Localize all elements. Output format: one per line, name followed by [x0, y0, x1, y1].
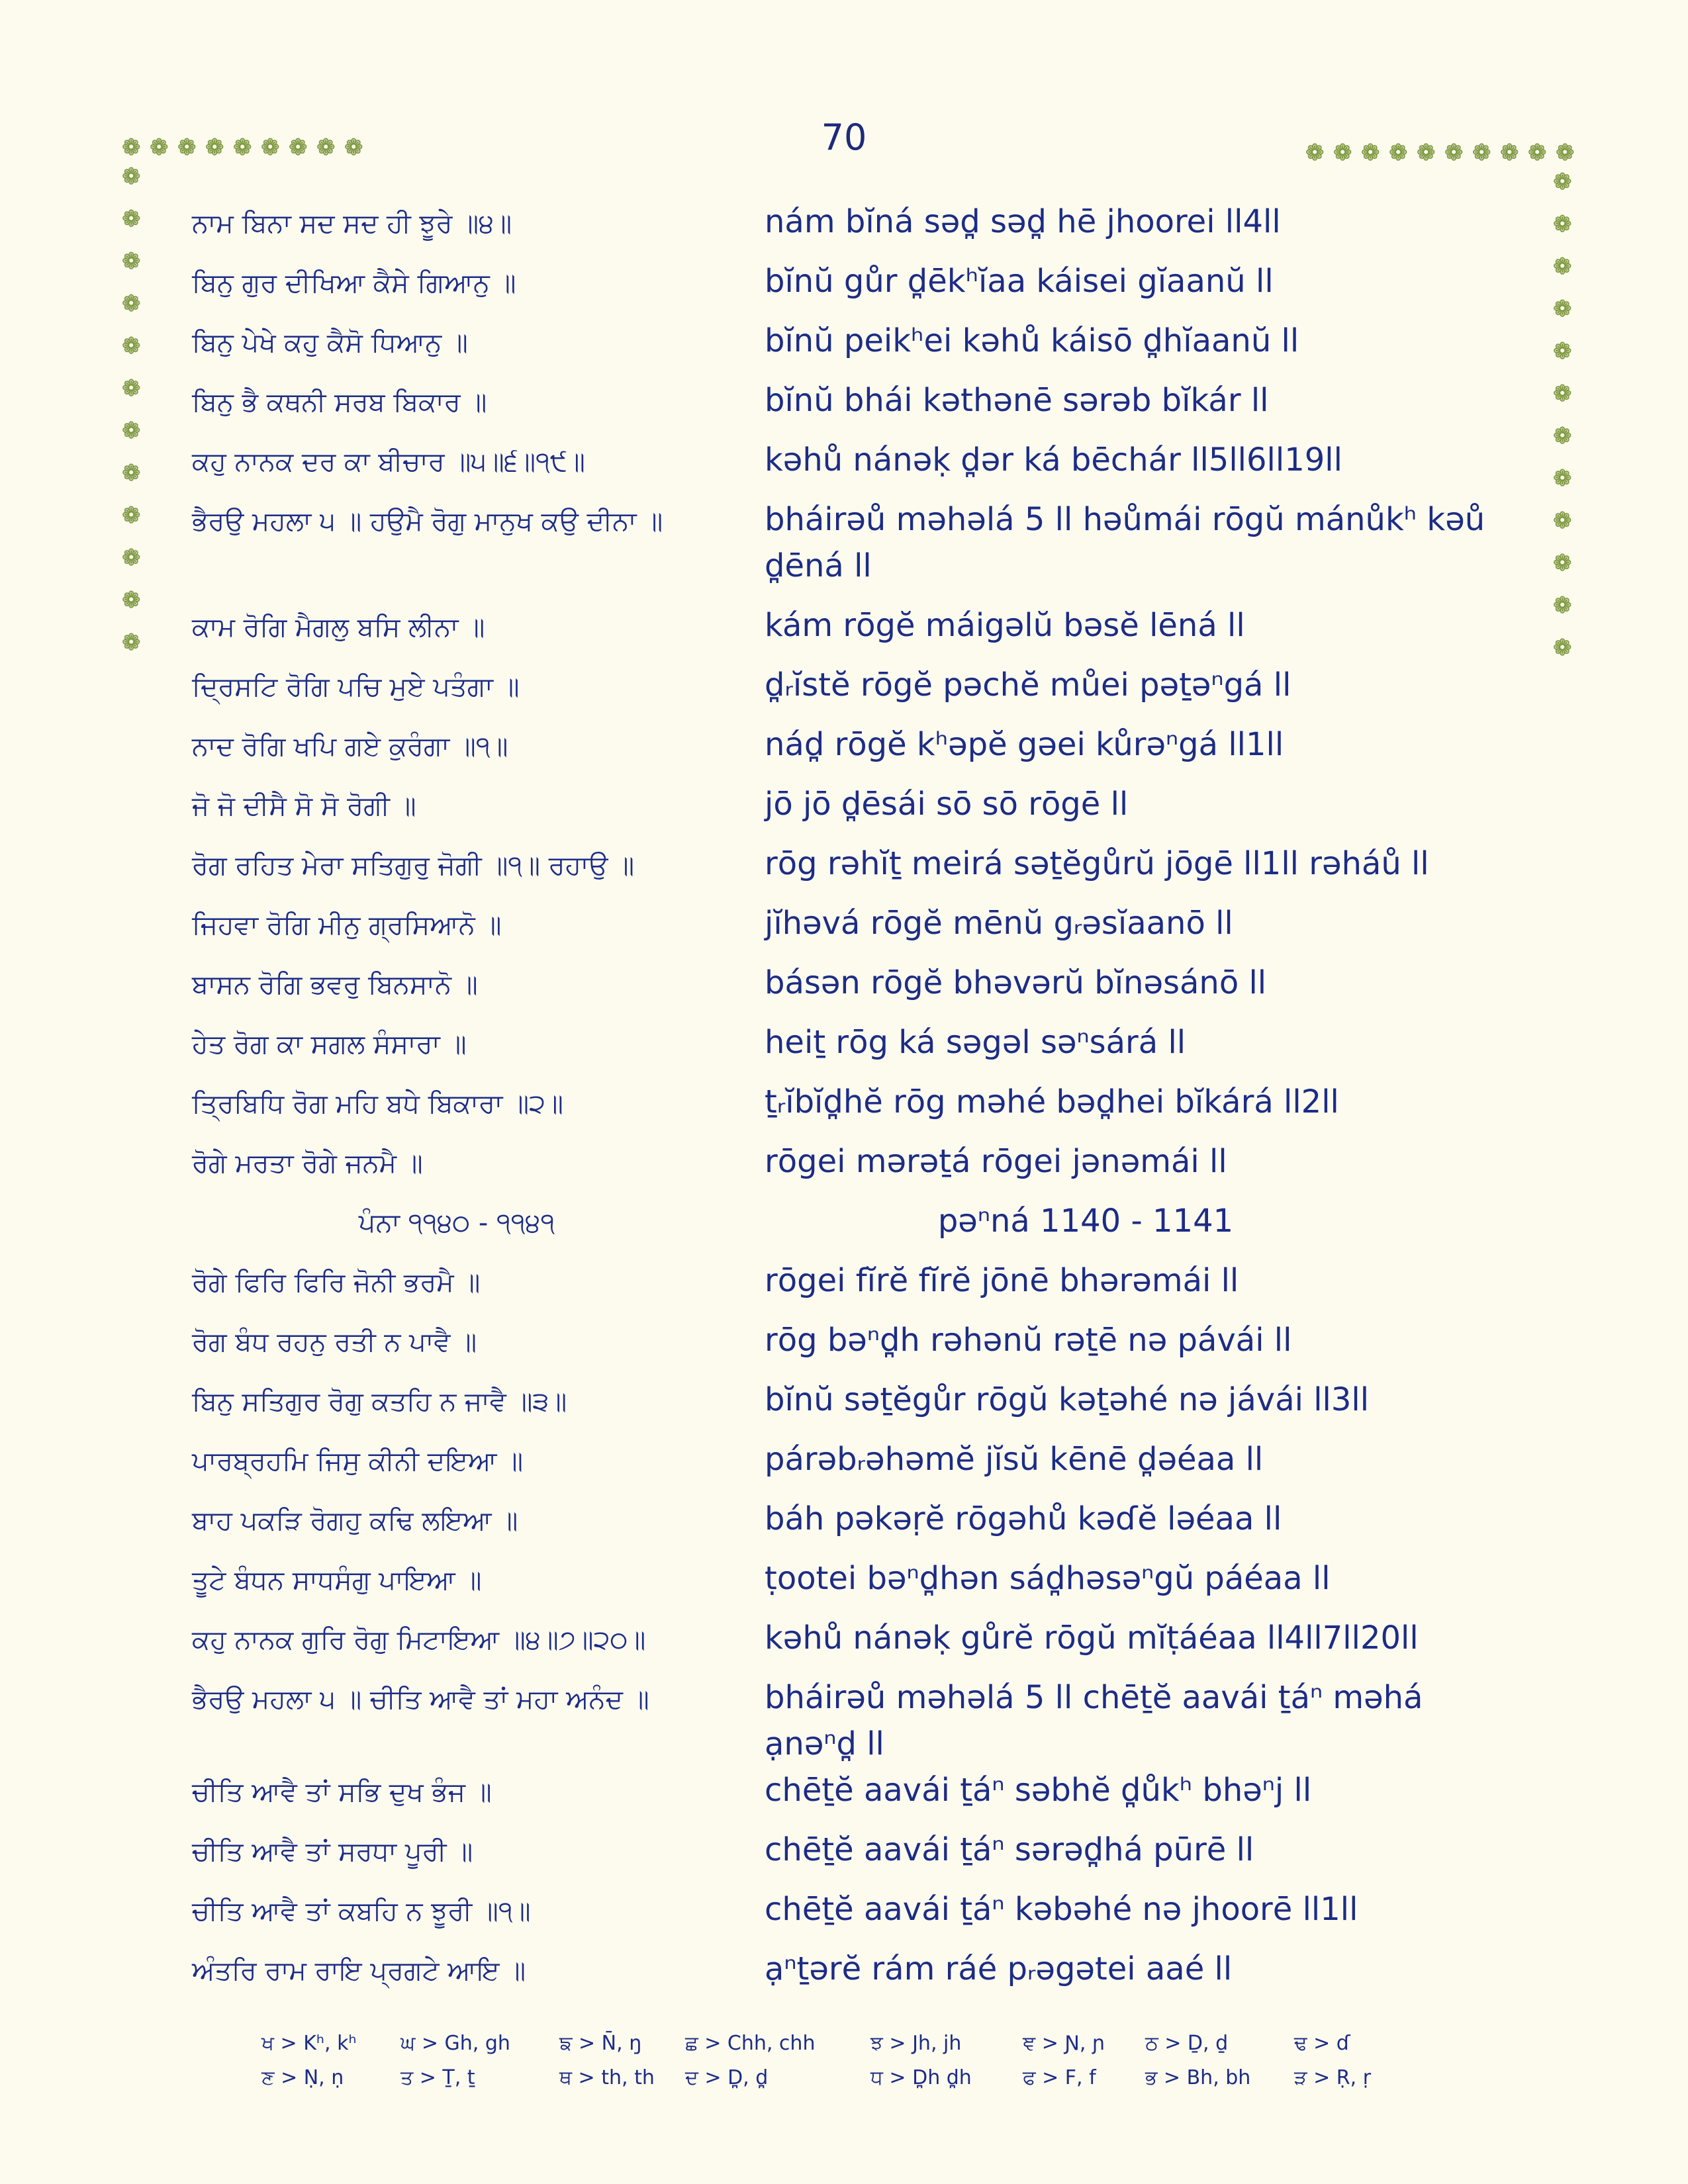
gurmukhi-text: ਕਾਮ ਰੋਗਿ ਮੈਗਲੁ ਬਸਿ ਲੀਨਾ ॥	[192, 612, 485, 643]
flower-icon: ❁	[344, 134, 363, 161]
flower-icon: ❁	[205, 134, 224, 161]
flower-icon: ❁	[1553, 592, 1572, 619]
gurmukhi-text: ਬਿਨੁ ਭੈ ਕਥਨੀ ਸਰਬ ਬਿਕਾਰ ॥	[192, 387, 487, 418]
flower-icon: ❁	[122, 375, 141, 402]
flower-icon: ❁	[122, 163, 141, 190]
legend-row	[0, 2032, 1688, 2065]
transliteration-text: kəhů nánəḳ gůrĕ rōgŭ mĭṭáéaa ll4ll7ll20ll	[765, 1619, 1419, 1657]
transliteration-text: bháirəů məhəlá 5 ll chēṯĕ aavái ṯáⁿ məhá ạnəⁿd̪ ll	[765, 1679, 1423, 1762]
transliteration-text: bĭnŭ səṯĕgůr rōgŭ kəṯəhé nə jávái ll3ll	[765, 1381, 1370, 1418]
gurmukhi-text: ਤ੍ਰਿਬਿਧਿ ਰੋਗ ਮਹਿ ਬਧੇ ਬਿਕਾਰਾ ॥੨॥	[192, 1089, 563, 1119]
gurmukhi-text: ਕਹੁ ਨਾਨਕ ਦਰ ਕਾ ਬੀਚਾਰ ॥੫॥੬॥੧੯॥	[192, 447, 586, 477]
transliteration-text: ṯᵣĭbĭd̪hĕ rōg məhé bəd̪hei bĭkárá ll2ll	[765, 1083, 1339, 1120]
legend-item: ਝ > Jh, jh	[870, 2032, 962, 2055]
gurmukhi-text: ਰੋਗ ਰਹਿਤ ਮੇਰਾ ਸਤਿਗੁਰੁ ਜੋਗੀ ॥੧॥ ਰਹਾਉ ॥	[192, 850, 635, 881]
gurmukhi-text: ਪਾਰਬ੍ਰਹਮਿ ਜਿਸੁ ਕੀਨੀ ਦਇਆ ॥	[192, 1446, 524, 1477]
gurmukhi-text: ਰੋਗੇ ਮਰਤਾ ਰੋਗੇ ਜਨਮੈ ॥	[192, 1148, 423, 1179]
transliteration-text: bháirəů məhəlá 5 ll həůmái rōgŭ mánůkʰ kəů d̪ēná ll	[765, 501, 1485, 584]
transliteration-text: rōgei fĭrĕ fĭrĕ jōnē bhərəmái ll	[765, 1262, 1239, 1299]
transliteration-text: chēṯĕ aavái ṯáⁿ səbhĕ d̪ůkʰ bhəⁿj ll	[765, 1772, 1312, 1809]
flower-icon: ❁	[1305, 140, 1325, 166]
gurmukhi-text: ਨਾਮ ਬਿਨਾ ਸਦ ਸਦ ਹੀ ਝੂਰੇ ॥੪॥	[192, 208, 512, 239]
flower-icon: ❁	[1417, 140, 1436, 166]
legend-item: ਞ > Ɲ, ɲ	[1023, 2032, 1105, 2055]
transliteration-text: ṭootei bəⁿd̪hən sád̪həsəⁿgŭ páéaa ll	[765, 1560, 1331, 1597]
legend-item: ਥ > th, th	[559, 2066, 655, 2089]
flower-icon: ❁	[1553, 635, 1572, 661]
transliteration-text: báh pəkəṛĕ rōgəhů kəɗĕ ləéaa ll	[765, 1500, 1282, 1537]
transliteration-text: básən rōgĕ bhəvərŭ bĭnəsánō ll	[765, 964, 1267, 1001]
flower-icon: ❁	[1472, 140, 1491, 166]
legend-item: ਘ > Gh, gh	[400, 2032, 510, 2055]
flower-icon: ❁	[1553, 253, 1572, 280]
flower-icon: ❁	[1556, 140, 1575, 166]
transliteration-text: chēṯĕ aavái ṯáⁿ kəbəhé nə jhoorē ll1ll	[765, 1891, 1358, 1928]
transliteration-text: d̪ᵣĭstĕ rōgĕ pəchĕ můei pəṯəⁿgá ll	[765, 666, 1291, 704]
flower-icon: ❁	[122, 629, 141, 656]
flower-icon: ❁	[1553, 169, 1572, 195]
gurmukhi-text: ਭੈਰਉ ਮਹਲਾ ੫ ॥ ਹਉਮੈ ਰੋਗੁ ਮਾਨੁਖ ਕਉ ਦੀਨਾ ॥	[192, 506, 663, 537]
legend-item: ਢ > ɗ	[1294, 2032, 1350, 2055]
gurmukhi-text: ਬਿਨੁ ਪੇਖੇ ਕਹੁ ਕੈਸੋ ਧਿਆਨੁ ॥	[192, 328, 468, 358]
flower-icon: ❁	[1500, 140, 1519, 166]
transliteration-text: bĭnŭ bhái kəthənē sərəb bĭkár ll	[765, 382, 1269, 419]
gurmukhi-text: ਬਿਨੁ ਸਤਿਗੁਰ ਰੋਗੁ ਕਤਹਿ ਨ ਜਾਵੈ ॥੩॥	[192, 1387, 567, 1417]
page-reference-gurmukhi: ਪੰਨਾ ੧੧੪੦ - ੧੧੪੧	[358, 1208, 555, 1238]
flower-icon: ❁	[122, 134, 141, 161]
legend-item: ਦ > D̪, d̪	[685, 2066, 769, 2089]
flower-icon: ❁	[1389, 140, 1408, 166]
gurmukhi-text: ਰੋਗ ਬੰਧ ਰਹਨੁ ਰਤੀ ਨ ਪਾਵੈ ॥	[192, 1327, 477, 1357]
flower-icon: ❁	[1528, 140, 1547, 166]
legend-item: ਛ > Chh, chh	[685, 2032, 816, 2055]
flower-icon: ❁	[233, 134, 252, 161]
transliteration-text: párəbᵣəhəmĕ jĭsŭ kēnē d̪əéaa ll	[765, 1441, 1264, 1478]
flower-icon: ❁	[261, 134, 280, 161]
legend-item: ਖ > Kʰ, kʰ	[261, 2032, 357, 2055]
flower-icon: ❁	[1361, 140, 1380, 166]
transliteration-text: chēṯĕ aavái ṯáⁿ sərəd̪há pūrē ll	[765, 1831, 1254, 1868]
gurmukhi-text: ਹੇਤ ਰੋਗ ਕਾ ਸਗਲ ਸੰਸਾਰਾ ॥	[192, 1029, 467, 1060]
flower-icon: ❁	[1553, 338, 1572, 365]
gurmukhi-text: ਚੀਤਿ ਆਵੈ ਤਾਂ ਕਬਹਿ ਨ ਝੂਰੀ ॥੧॥	[192, 1896, 531, 1927]
legend-item: ਤ > Ṯ, ṯ	[400, 2066, 475, 2089]
flower-icon: ❁	[1444, 140, 1464, 166]
transliteration-text: heiṯ rōg ká səgəl səⁿsárá ll	[765, 1024, 1186, 1061]
gurmukhi-text: ਨਾਦ ਰੋਗਿ ਖਪਿ ਗਏ ਕੁਰੰਗਾ ॥੧॥	[192, 731, 508, 762]
gurmukhi-text: ਬਾਹ ਪਕੜਿ ਰੋਗਹੁ ਕਢਿ ਲਇਆ ॥	[192, 1506, 518, 1536]
flower-icon: ❁	[122, 545, 141, 571]
flower-icon: ❁	[122, 291, 141, 317]
flower-icon: ❁	[1553, 423, 1572, 449]
flower-icon: ❁	[1333, 140, 1352, 166]
flower-icon: ❁	[122, 333, 141, 359]
gurmukhi-text: ਭੈਰਉ ਮਹਲਾ ੫ ॥ ਚੀਤਿ ਆਵੈ ਤਾਂ ਮਹਾ ਅਨੰਦ ॥	[192, 1684, 649, 1715]
flower-icon: ❁	[1553, 381, 1572, 407]
flower-icon: ❁	[122, 248, 141, 275]
gurmukhi-text: ਰੋਗੇ ਫਿਰਿ ਫਿਰਿ ਜੋਨੀ ਭਰਮੈ ॥	[192, 1267, 481, 1298]
transliteration-text: bĭnŭ peikʰei kəhů káisō d̪hĭaanŭ ll	[765, 322, 1299, 359]
flower-icon: ❁	[1553, 508, 1572, 534]
legend-item: ਧ > D̪h d̪h	[870, 2066, 972, 2089]
flower-icon: ❁	[289, 134, 308, 161]
gurmukhi-text: ਬਿਨੁ ਗੁਰ ਦੀਖਿਆ ਕੈਸੇ ਗਿਆਨੁ ॥	[192, 268, 516, 298]
legend-item: ਙ > N̄, ŋ	[559, 2032, 642, 2055]
transliteration-text: kám rōgĕ máigəlŭ bəsĕ lēná ll	[765, 607, 1245, 644]
page-reference-transliteration: pəⁿná 1140 - 1141	[937, 1203, 1234, 1240]
legend-item: ਭ > Bh, bh	[1145, 2066, 1251, 2089]
flower-icon: ❁	[150, 134, 169, 161]
transliteration-text: jō jō d̪ēsái sō sō rōgē ll	[765, 786, 1129, 823]
page-number: 70	[821, 116, 867, 158]
gurmukhi-text: ਚੀਤਿ ਆਵੈ ਤਾਂ ਸਭਿ ਦੁਖ ਭੰਜ ॥	[192, 1777, 492, 1807]
legend-item: ਣ > Ṇ, ṇ	[261, 2066, 344, 2089]
flower-icon: ❁	[177, 134, 197, 161]
gurmukhi-text: ਦ੍ਰਿਸਟਿ ਰੋਗਿ ਪਚਿ ਮੁਏ ਪਤੰਗਾ ॥	[192, 672, 520, 702]
transliteration-text: nám bĭná səd̪ səd̪ hē jhoorei ll4ll	[765, 203, 1281, 240]
legend-item: ਠ > Ḏ, ḏ	[1145, 2032, 1229, 2055]
flower-icon: ❁	[1553, 465, 1572, 492]
legend-item: ਫ > F, f	[1023, 2066, 1096, 2089]
transliteration-text: bĭnŭ gůr d̪ēkʰĭaa káisei gĭaanŭ ll	[765, 263, 1274, 300]
flower-icon: ❁	[316, 134, 336, 161]
gurmukhi-text: ਅੰਤਰਿ ਰਾਮ ਰਾਇ ਪ੍ਰਗਟੇ ਆਇ ॥	[192, 1956, 526, 1986]
gurmukhi-text: ਤੂਟੇ ਬੰਧਨ ਸਾਧਸੰਗੁ ਪਾਇਆ ॥	[192, 1565, 482, 1596]
gurmukhi-text: ਬਾਸਨ ਰੋਗਿ ਭਵਰੁ ਬਿਨਸਾਨੋ ॥	[192, 970, 478, 1000]
transliteration-text: rōgei mərəṯá rōgei jənəmái ll	[765, 1143, 1227, 1180]
flower-icon: ❁	[122, 206, 141, 232]
gurmukhi-text: ਜਿਹਵਾ ਰੋਗਿ ਮੀਨੁ ਗ੍ਰਸਿਆਨੋ ॥	[192, 910, 502, 940]
transliteration-text: ạⁿṯərĕ rám ráé pᵣəgətei aaé ll	[765, 1950, 1233, 1987]
transliteration-text: nád̪ rōgĕ kʰəpĕ gəei kůrəⁿgá ll1ll	[765, 726, 1284, 763]
flower-icon: ❁	[122, 418, 141, 444]
transliteration-text: rōg rəhĭṯ meirá səṯĕgůrŭ jōgē ll1ll rəháů ll	[765, 845, 1429, 882]
transliteration-text: kəhů nánəḳ d̪ər ká bēchár ll5ll6ll19ll	[765, 441, 1342, 478]
flower-icon: ❁	[1553, 550, 1572, 576]
flower-icon: ❁	[122, 460, 141, 486]
gurmukhi-text: ਕਹੁ ਨਾਨਕ ਗੁਰਿ ਰੋਗੁ ਮਿਟਾਇਆ ॥੪॥੭॥੨੦॥	[192, 1625, 646, 1655]
gurmukhi-text: ਜੋ ਜੋ ਦੀਸੈ ਸੋ ਸੋ ਰੋਗੀ ॥	[192, 791, 416, 821]
flower-icon: ❁	[122, 587, 141, 614]
flower-icon: ❁	[122, 502, 141, 529]
flower-icon: ❁	[1553, 296, 1572, 322]
gurmukhi-text: ਚੀਤਿ ਆਵੈ ਤਾਂ ਸਰਧਾ ਪੂਰੀ ॥	[192, 1837, 473, 1867]
flower-icon: ❁	[1553, 211, 1572, 238]
legend-row	[0, 2066, 1688, 2099]
transliteration-text: rōg bəⁿd̪h rəhənŭ rəṯē nə pávái ll	[765, 1322, 1292, 1359]
transliteration-text: jĭhəvá rōgĕ mēnŭ gᵣəsĭaanō ll	[765, 905, 1233, 942]
legend-item: ੜ > Ṛ, ṛ	[1294, 2066, 1372, 2089]
